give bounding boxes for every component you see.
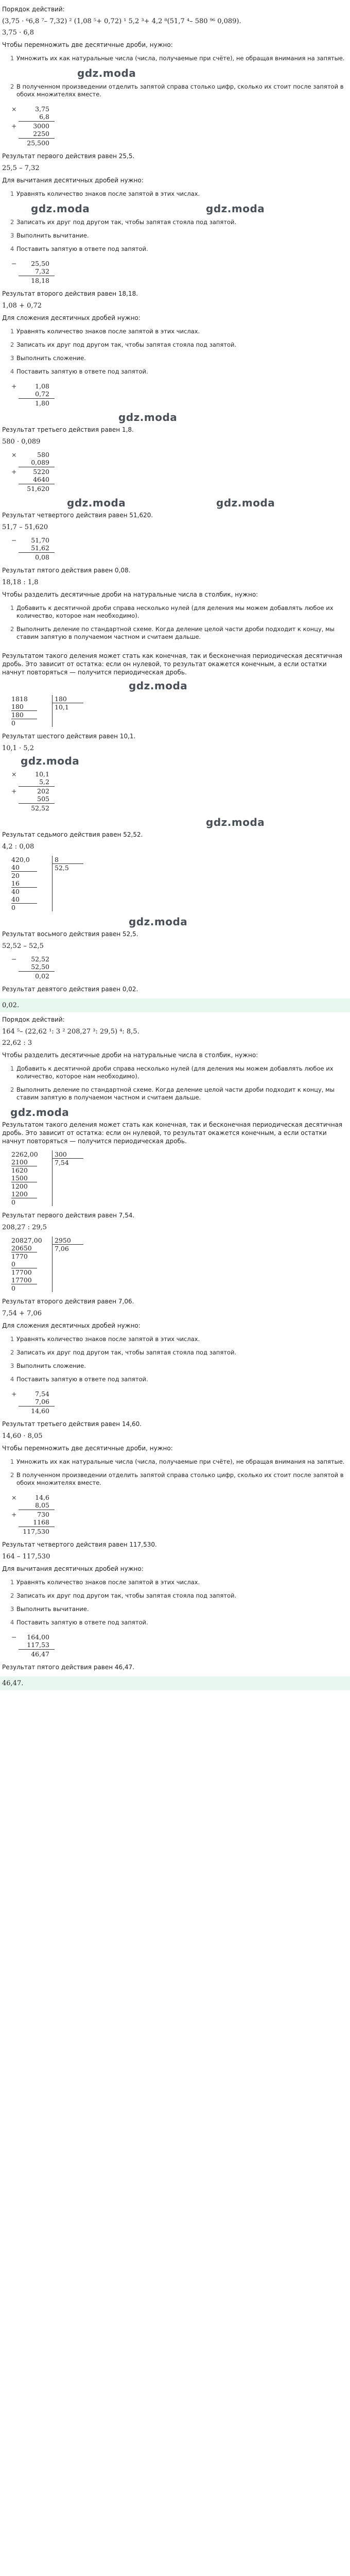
watermark: gdz.moda: [31, 202, 90, 215]
column-subtraction: − 52,52 52,50 0,02: [0, 953, 350, 982]
column-addition: + 7,54 7,06 14,60: [0, 1388, 350, 1417]
step-expression: 4,2 : 0,08: [2, 843, 34, 851]
item-number: 2: [10, 83, 14, 90]
item-text: Добавить к десятичной дроби справа несколько нулей (для деления мы можем добавлять любое их количество, которое нам необходимо).: [16, 1065, 334, 1080]
final-answer: 0,02.: [0, 998, 350, 1012]
watermark: gdz.moda: [77, 67, 136, 79]
column-subtraction: − 25,50 7,32 18,18: [0, 258, 350, 286]
column-multiplication: × 580 0,089 + 5220 4640 51,620: [0, 449, 350, 495]
item-number: 1: [10, 55, 14, 62]
step-expression: 22,62 : 3: [2, 1039, 32, 1047]
step-intro: Чтобы разделить десятичные дроби на натуральные числа в столбик, нужно:: [2, 591, 258, 598]
item-text: Выполнить сложение.: [16, 1362, 86, 1369]
item-text: Уравнять количество знаков после запятой в этих числах.: [16, 328, 200, 335]
item-text: Уравнять количество знаков после запятой в этих числах.: [16, 1579, 200, 1586]
step-expression: 18,18 : 1,8: [2, 579, 39, 586]
item-text: Выполнить вычитание.: [16, 232, 89, 239]
list-item: [0, 1375, 350, 1384]
watermark: gdz.moda: [21, 755, 80, 767]
watermark: gdz.moda: [206, 816, 265, 828]
watermark: gdz.moda: [206, 202, 265, 215]
step-expression: 208,27 : 29,5: [2, 1224, 47, 1231]
list-item: [0, 624, 350, 642]
item-number: 3: [10, 1605, 14, 1613]
item-number: 2: [10, 1471, 14, 1479]
list-item: [0, 217, 350, 227]
expression: (3,75 · ⁶6,8 ⁷– 7,32) ² (1,08 ⁵+ 0,72) ¹ 5,2 ³+ 4,2 ⁸(51,7 ⁴– 580 ⁹⁶ 0,089).: [2, 18, 241, 25]
list-item: [0, 1361, 350, 1371]
step-intro: Чтобы перемножить две десятичные дроби, нужно:: [2, 1445, 173, 1452]
item-text: Выполнить деление по стандартной схеме. Когда деление целой части дроби подходит к концу, мы ставим запятую в получаемом частном и считаем дальше.: [16, 1086, 335, 1101]
item-text: Уравнять количество знаков после запятой в этих числах.: [16, 1335, 200, 1343]
item-text: В полученном произведении отделить запятой справа столько цифр, сколько их стоит после запятой в обоих множителях вместе.: [16, 1471, 344, 1486]
column-subtraction: − 164,00 117,53 46,47: [0, 1631, 350, 1660]
item-number: 2: [10, 341, 14, 348]
item-text: В полученном произведении отделить запятой справа столько цифр, сколько их стоит после запятой в обоих множителях вместе.: [16, 83, 344, 98]
step-result: Результат пятого действия равен 0,08.: [2, 567, 131, 574]
long-division: 1818 180 180 0 180 10,1: [0, 693, 350, 729]
long-division: 2262,00 2100 1620 1500 1200 1200 0 300 7,54: [0, 1148, 350, 1208]
step-intro: Для вычитания десятичных дробей нужно:: [2, 177, 144, 184]
step-intro: Чтобы разделить десятичные дроби на натуральные числа в столбик, нужно:: [2, 1052, 258, 1059]
item-text: Записать их друг под другом так, чтобы запятая стояла под запятой.: [16, 1592, 237, 1599]
list-item: [0, 1618, 350, 1628]
step-result: Результат седьмого действия равен 52,52.: [2, 831, 143, 838]
step-result: Результат второго действия равен 7,06.: [2, 1298, 134, 1305]
step-result: Результат девятого действия равен 0,02.: [2, 986, 138, 993]
item-number: 2: [10, 625, 14, 633]
list-item: [0, 327, 350, 336]
item-number: 4: [10, 1376, 14, 1383]
long-division: 420,0 40 20 16 40 40 0 8 52,5: [0, 854, 350, 913]
list-item: [0, 1064, 350, 1081]
step-expression: 164 – 117,530: [2, 1553, 50, 1561]
order-label: Порядок действий:: [2, 1016, 65, 1023]
item-number: 4: [10, 245, 14, 252]
step-result: Результат третьего действия равен 14,60.: [2, 1420, 142, 1428]
list-item: [0, 1604, 350, 1614]
item-number: 1: [10, 1458, 14, 1465]
item-text: Поставить запятую в ответе под запятой.: [16, 368, 148, 375]
item-text: Записать их друг под другом так, чтобы запятая стояла под запятой.: [16, 1349, 237, 1356]
step-expression: 25,5 – 7,32: [2, 164, 40, 172]
item-number: 4: [10, 1619, 14, 1626]
step-intro: Для вычитания десятичных дробей нужно:: [2, 1565, 144, 1572]
item-number: 1: [10, 1065, 14, 1072]
list-item: [0, 189, 350, 199]
list-item: [0, 1457, 350, 1467]
column-multiplication: × 14,6 8,05 + 730 1168 117,530: [0, 1492, 350, 1537]
list-item: [0, 244, 350, 254]
item-text: Поставить запятую в ответе под запятой.: [16, 1376, 148, 1383]
item-text: Поставить запятую в ответе под запятой.: [16, 1619, 148, 1626]
list-item: [0, 1470, 350, 1488]
step-result: Результат четвертого действия равен 117,530.: [2, 1541, 157, 1548]
step-intro: Чтобы перемножить две десятичные дроби, нужно:: [2, 41, 173, 48]
item-text: Умножить их как натуральные числа (числа, получаемые при счёте), не обращая внимания на запятые.: [16, 55, 345, 62]
item-text: Добавить к десятичной дроби справа несколько нулей (для деления мы можем добавлять любое их количество, которое нам необходимо).: [16, 604, 334, 619]
item-number: 2: [10, 1086, 14, 1093]
step-result: Результат первого действия равен 7,54.: [2, 1212, 135, 1219]
item-number: 3: [10, 1362, 14, 1369]
list-item: [0, 367, 350, 377]
list-item: [0, 603, 350, 621]
item-number: 2: [10, 218, 14, 226]
step-expression: 52,52 – 52,5: [2, 942, 44, 950]
item-text: Выполнить деление по стандартной схеме. Когда деление целой части дроби подходит к концу, мы ставим запятую в получаемом частном и считаем дальше.: [16, 625, 335, 640]
item-number: 1: [10, 328, 14, 335]
step-expression: 10,1 · 5,2: [2, 744, 34, 752]
watermark: gdz.moda: [129, 680, 188, 692]
step-intro: Для сложения десятичных дробей нужно:: [2, 314, 141, 321]
item-text: Умножить их как натуральные числа (числа, получаемые при счёте), не обращая внимания на запятые.: [16, 1458, 345, 1465]
item-text: Выполнить сложение.: [16, 354, 86, 362]
watermark: gdz.moda: [129, 916, 188, 928]
list-item: [0, 1085, 350, 1103]
expression: 164 ⁵– (22,62 ¹: 3 ² 208,27 ³: 29,5) ⁴: 8,5.: [2, 1028, 139, 1036]
step-expression: 580 · 0,089: [2, 438, 41, 446]
column-addition: + 1,08 0,72 1,80: [0, 380, 350, 409]
list-item: [0, 1334, 350, 1344]
item-text: Поставить запятую в ответе под запятой.: [16, 245, 148, 252]
final-answer: 46,47.: [0, 1676, 350, 1690]
list-item: [0, 1578, 350, 1587]
note-text: Результатом такого деления может стать как конечная, так и бесконечная периодическая десятичная дробь. Это зависит от остатка: если он нулевой, то результат окажется конечным, а если остатки начнут повторяться — получится периодическая дробь.: [2, 1121, 343, 1145]
order-label: Порядок действий:: [2, 6, 65, 13]
column-subtraction: − 51,70 51,62 0,08: [0, 534, 350, 563]
step-result: Результат шестого действия равен 10,1.: [2, 733, 136, 740]
item-text: Записать их друг под другом так, чтобы запятая стояла под запятой.: [16, 218, 237, 226]
watermark: gdz.moda: [118, 411, 178, 423]
item-number: 1: [10, 604, 14, 612]
column-multiplication: × 10,1 5,2 + 202 505 52,52: [0, 768, 350, 814]
watermark: gdz.moda: [10, 1106, 69, 1118]
column-multiplication: × 3,75 6,8 + 3000 2250 25,500: [0, 103, 350, 149]
list-item: [0, 340, 350, 350]
list-item: [0, 353, 350, 363]
item-number: 3: [10, 354, 14, 362]
watermark: gdz.moda: [216, 497, 275, 509]
watermark: gdz.moda: [67, 497, 126, 509]
step-result: Результат четвертого действия равен 51,620.: [2, 512, 153, 519]
list-item: [0, 1591, 350, 1601]
long-division: 20827,00 20650 1770 0 17700 17700 0 2950 7,06: [0, 1234, 350, 1294]
step-intro: Для сложения десятичных дробей нужно:: [2, 1322, 141, 1329]
step-expression: 7,54 + 7,06: [2, 1310, 42, 1317]
item-number: 2: [10, 1592, 14, 1599]
step-result: Результат второго действия равен 18,18.: [2, 290, 138, 297]
list-item: [0, 231, 350, 241]
step-expression: 14,60 · 8,05: [2, 1432, 43, 1440]
item-number: 4: [10, 368, 14, 375]
item-text: Уравнять количество знаков после запятой в этих числах.: [16, 190, 200, 197]
list-item: [0, 1348, 350, 1358]
note-text: Результатом такого деления может стать как конечная, так и бесконечная периодическая десятичная дробь. Это зависит от остатка: если он нулевой, то результат окажется конечным, а если остатки начнут повторяться — получится периодическая дробь.: [2, 652, 343, 676]
list-item: [0, 82, 350, 99]
step-result: Результат первого действия равен 25,5.: [2, 152, 135, 160]
item-number: 1: [10, 1335, 14, 1343]
item-number: 3: [10, 232, 14, 239]
item-number: 2: [10, 1349, 14, 1356]
item-text: Выполнить вычитание.: [16, 1605, 89, 1613]
list-item: [0, 54, 350, 63]
step-result: Результат пятого действия равен 46,47.: [2, 1664, 135, 1671]
step-result: Результат восьмого действия равен 52,5.: [2, 930, 138, 938]
step-expression: 1,08 + 0,72: [2, 302, 42, 310]
step-expression: 3,75 · 6,8: [2, 29, 34, 37]
item-number: 1: [10, 190, 14, 197]
step-expression: 51,7 – 51,620: [2, 523, 48, 531]
item-text: Записать их друг под другом так, чтобы запятая стояла под запятой.: [16, 341, 237, 348]
step-result: Результат третьего действия равен 1,8.: [2, 426, 134, 433]
item-number: 1: [10, 1579, 14, 1586]
